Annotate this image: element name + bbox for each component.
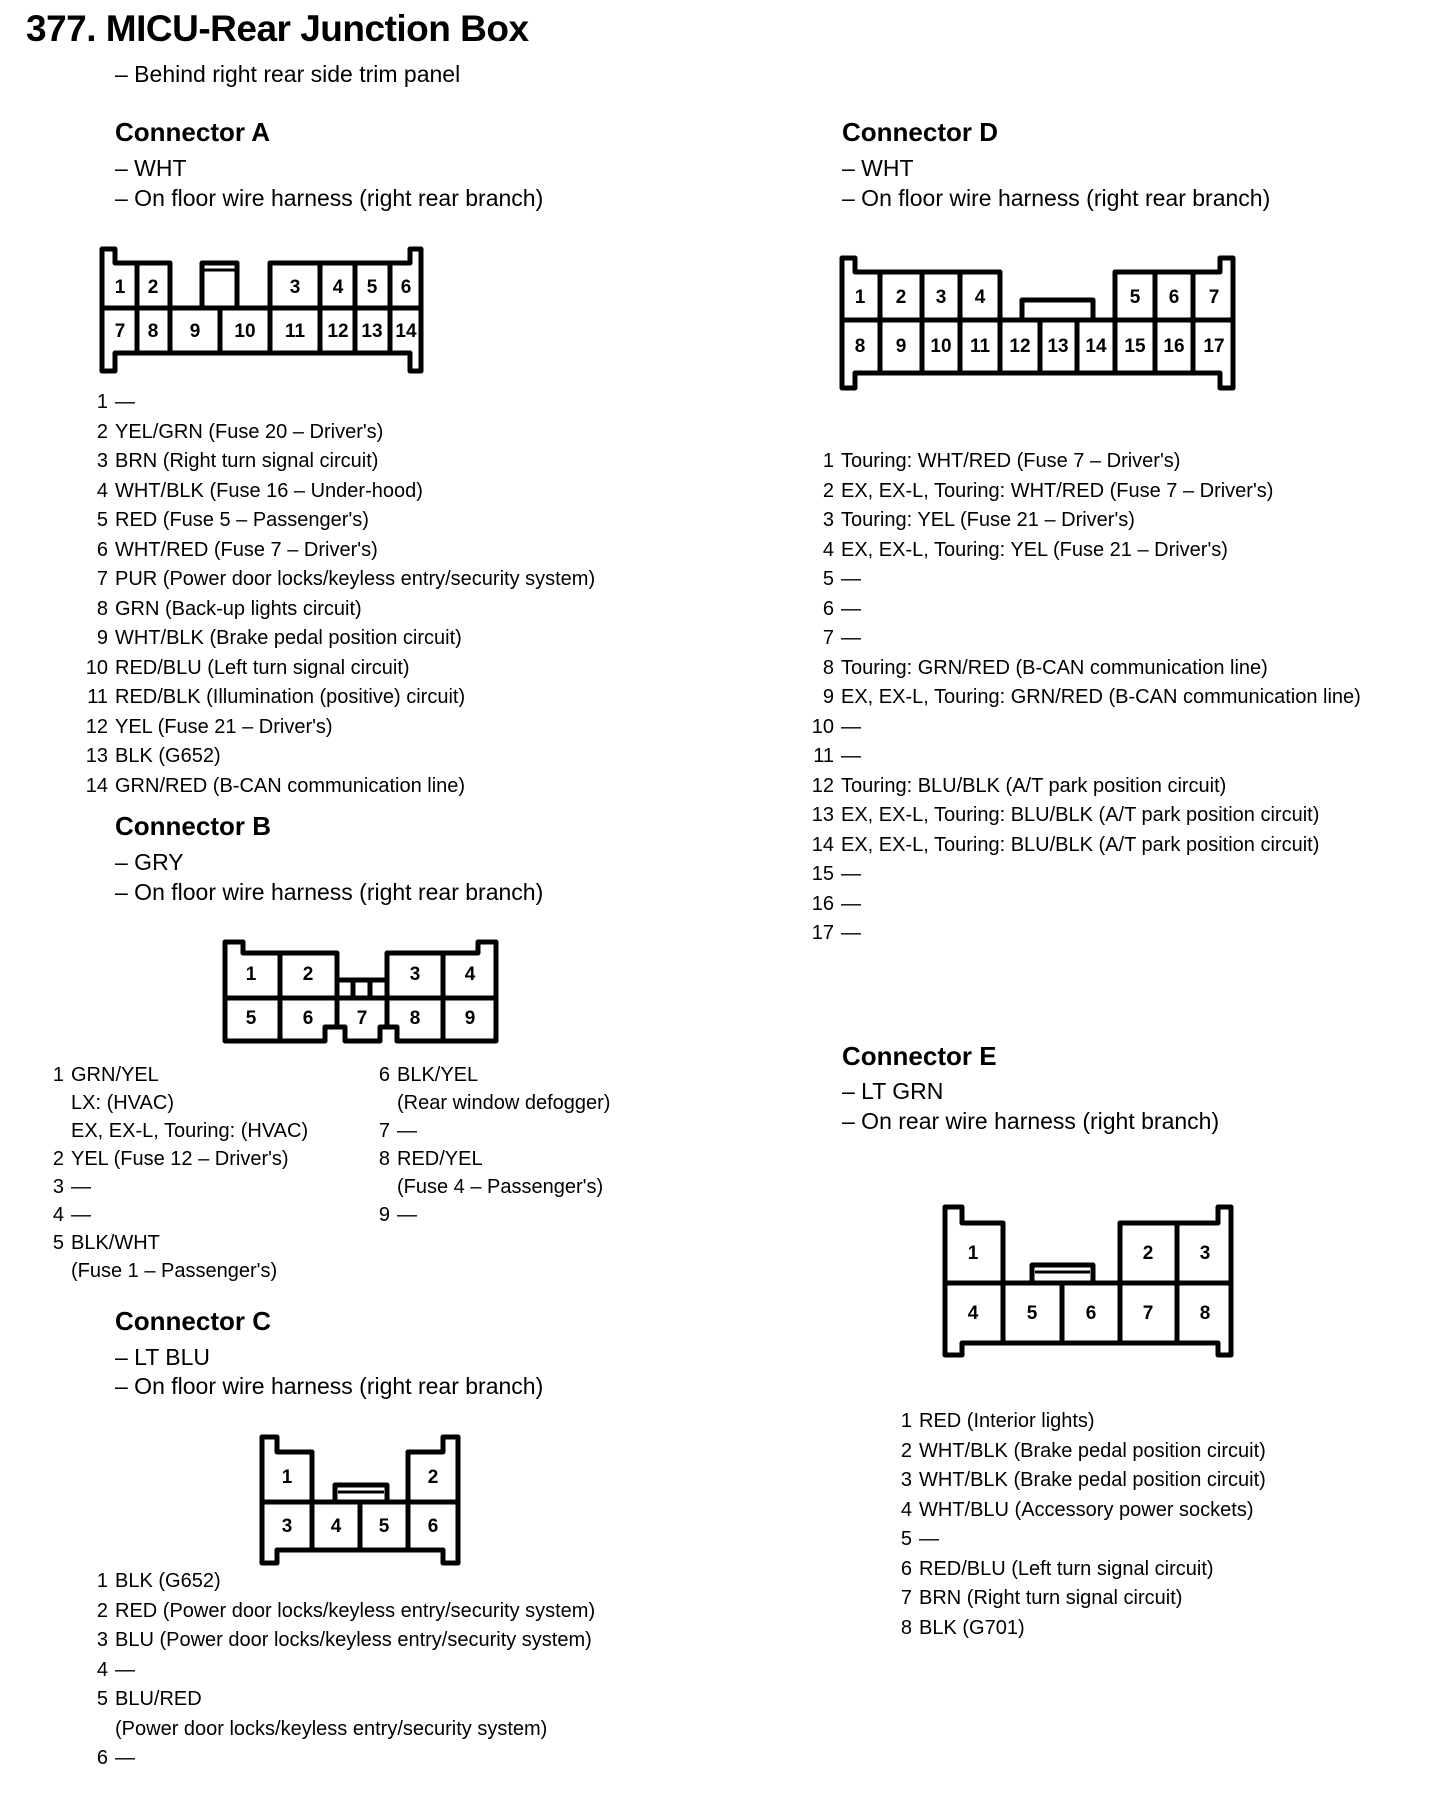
connector-c-harness: – On floor wire harness (right rear branch) (115, 1373, 544, 1399)
pin-number: 9 (822, 686, 834, 708)
connector-e-diagram (943, 1205, 1233, 1357)
pin-list-item (808, 801, 1361, 831)
pin-number: 2 (96, 420, 108, 443)
connector-e-harness: – On rear wire harness (right branch) (842, 1108, 1220, 1134)
pin-list-item (38, 1145, 308, 1173)
pin-label: 12 (1009, 336, 1031, 358)
pin-list-item (808, 683, 1361, 713)
pin-description: — (841, 597, 861, 620)
pin-label: 11 (284, 321, 306, 343)
pin-label: 4 (332, 277, 344, 299)
pin-label: 5 (1129, 287, 1141, 309)
pin-list-item (82, 536, 595, 566)
pin-number: 3 (822, 509, 834, 531)
pin-description: RED/YEL (397, 1148, 483, 1170)
connector-b-color: – GRY (115, 849, 184, 875)
pin-number: 5 (900, 1528, 912, 1550)
pin-number: 1 (822, 450, 834, 472)
pin-number: 7 (378, 1120, 390, 1142)
pin-label: 4 (330, 1516, 342, 1538)
connector-c-diagram (260, 1435, 460, 1565)
pin-description: — (841, 627, 861, 649)
pin-list-item (82, 713, 595, 743)
pin-list-item (364, 1117, 610, 1145)
pin-list-item (364, 1145, 610, 1201)
pin-list-item (808, 919, 1361, 949)
connector-e-title: Connector E (842, 1041, 997, 1071)
pin-label: 1 (114, 277, 126, 299)
pin-number: 10 (811, 715, 834, 738)
pin-number: 13 (85, 745, 108, 767)
pin-label: 8 (147, 321, 159, 343)
pin-number: 6 (822, 597, 834, 620)
pin-description: EX, EX-L, Touring: BLU/BLK (A/T park position circuit) (841, 804, 1320, 826)
pin-label: 13 (1047, 336, 1069, 358)
connector-b-pin-list-left (38, 1061, 308, 1285)
pin-number: 4 (96, 1658, 108, 1681)
pin-number: 4 (900, 1498, 912, 1521)
pin-label: 2 (147, 277, 159, 299)
pin-list-item (82, 1685, 595, 1744)
pin-description: YEL (Fuse 12 – Driver's) (71, 1148, 289, 1170)
pin-label: 5 (245, 1008, 257, 1030)
pin-label: 7 (1142, 1303, 1154, 1325)
pin-description: BLK/WHT (71, 1232, 160, 1254)
pin-description: (Fuse 4 – Passenger's) (397, 1176, 604, 1198)
pin-number: 5 (96, 1688, 108, 1710)
connector-d-color: – WHT (842, 155, 914, 181)
connector-d-pin-list (808, 447, 1361, 949)
pin-list-item (808, 447, 1361, 477)
pin-number: 9 (378, 1204, 390, 1226)
pin-label: 7 (1208, 287, 1220, 309)
pin-description: BLK (G701) (919, 1616, 1025, 1639)
pin-label: 8 (854, 336, 866, 358)
pin-label: 2 (1142, 1243, 1154, 1265)
pin-description: Touring: YEL (Fuse 21 – Driver's) (841, 509, 1135, 531)
pin-description: WHT/BLK (Brake pedal position circuit) (919, 1469, 1266, 1491)
pin-label: 4 (464, 964, 476, 986)
pin-number: 4 (822, 538, 834, 561)
pin-number: 6 (900, 1557, 912, 1580)
pin-description: — (397, 1120, 417, 1142)
pin-description: — (397, 1204, 417, 1226)
pin-number: 1 (96, 391, 108, 413)
pin-label: 17 (1203, 336, 1225, 358)
pin-label: 2 (895, 287, 907, 309)
pin-description: BLK/YEL (397, 1064, 479, 1086)
connector-a-title: Connector A (115, 117, 271, 147)
pin-label: 1 (245, 964, 257, 986)
pin-description: YEL/GRN (Fuse 20 – Driver's) (115, 420, 384, 443)
pin-number: 1 (96, 1570, 108, 1592)
pin-number: 9 (96, 627, 108, 649)
pin-label: 1 (281, 1467, 293, 1489)
pin-label: 6 (400, 277, 412, 299)
pin-description: Touring: WHT/RED (Fuse 7 – Driver's) (841, 450, 1181, 472)
pin-label: 3 (409, 964, 421, 986)
pin-list-item (808, 654, 1361, 684)
pin-number: 7 (900, 1587, 912, 1609)
pin-number: 3 (52, 1176, 64, 1198)
pin-description: BLK (G652) (115, 1570, 221, 1592)
pin-number: 5 (822, 568, 834, 590)
pin-list-item (808, 831, 1361, 861)
pin-description: GRN (Back-up lights circuit) (115, 597, 362, 620)
pin-list-item (808, 860, 1361, 890)
pin-description: — (841, 715, 861, 738)
pin-number: 11 (87, 686, 108, 708)
pin-list-item (82, 1597, 595, 1627)
pin-description: — (71, 1176, 91, 1198)
pin-number: 10 (85, 656, 108, 679)
pin-description: — (841, 863, 861, 885)
pin-description: RED (Fuse 5 – Passenger's) (115, 509, 369, 531)
connector-e-color: – LT GRN (842, 1078, 944, 1104)
pin-description: BLU (Power door locks/keyless entry/security system) (115, 1629, 592, 1651)
pin-number: 12 (85, 715, 108, 738)
pin-list-item (808, 713, 1361, 743)
pin-list-item (38, 1173, 308, 1201)
pin-description: WHT/BLK (Brake pedal position circuit) (919, 1439, 1266, 1462)
pin-list-item (82, 772, 595, 802)
pin-description: WHT/BLK (Brake pedal position circuit) (115, 627, 462, 649)
pin-label: 3 (1199, 1243, 1211, 1265)
pin-list-item (364, 1201, 610, 1229)
pin-description: — (841, 922, 861, 944)
pin-label: 5 (378, 1516, 390, 1538)
pin-label: 3 (289, 277, 301, 299)
pin-number: 2 (822, 479, 834, 502)
pin-list-item (808, 890, 1361, 920)
pin-description: WHT/BLU (Accessory power sockets) (919, 1498, 1254, 1521)
pin-list-item (808, 506, 1361, 536)
pin-number: 5 (52, 1232, 64, 1254)
pin-number: 3 (96, 450, 108, 472)
pin-description: (Rear window defogger) (397, 1092, 611, 1114)
page-location: – Behind right rear side trim panel (115, 61, 461, 87)
pin-description: BLU/RED (115, 1688, 202, 1710)
pin-description: WHT/RED (Fuse 7 – Driver's) (115, 538, 378, 561)
pin-list-item (886, 1407, 1266, 1437)
pin-description: Touring: GRN/RED (B-CAN communication line) (841, 656, 1268, 679)
pin-label: 7 (356, 1008, 368, 1030)
pin-description: BRN (Right turn signal circuit) (919, 1587, 1183, 1609)
connector-b-title: Connector B (115, 811, 271, 841)
pin-list-item (886, 1496, 1266, 1526)
pin-label: 3 (935, 287, 947, 309)
pin-list-item (82, 1626, 595, 1656)
pin-description: (Fuse 1 – Passenger's) (71, 1260, 278, 1282)
pin-description: — (115, 1658, 135, 1681)
pin-list-item (808, 772, 1361, 802)
pin-description: Touring: BLU/BLK (A/T park position circuit) (841, 774, 1227, 797)
pin-list-item (82, 654, 595, 684)
pin-number: 1 (900, 1410, 912, 1432)
pin-description: — (71, 1204, 91, 1226)
pin-label: 1 (967, 1243, 979, 1265)
pin-description: YEL (Fuse 21 – Driver's) (115, 715, 333, 738)
pin-list-item (82, 447, 595, 477)
pin-list-item (82, 1744, 595, 1774)
pin-number: 6 (96, 538, 108, 561)
pin-list-item (82, 1656, 595, 1686)
pin-list-item (82, 418, 595, 448)
connector-b-pin-list-right (364, 1061, 610, 1229)
pin-number: 2 (52, 1148, 64, 1170)
pin-label: 6 (427, 1516, 439, 1538)
pin-description: BRN (Right turn signal circuit) (115, 450, 379, 472)
connector-b-diagram (223, 940, 498, 1043)
pin-description: PUR (Power door locks/keyless entry/security system) (115, 568, 596, 590)
pin-label: 6 (1085, 1303, 1097, 1325)
pin-list-item (82, 388, 595, 418)
pin-number: 8 (900, 1616, 912, 1639)
connector-d-harness: – On floor wire harness (right rear branch) (842, 185, 1271, 211)
connector-c-pin-list (82, 1567, 595, 1774)
pin-list-item (886, 1614, 1266, 1644)
pin-list-item (886, 1525, 1266, 1555)
pin-label: 4 (967, 1303, 979, 1325)
connector-c-color: – LT BLU (115, 1344, 211, 1370)
pin-description: — (919, 1528, 939, 1550)
pin-label: 9 (189, 321, 201, 343)
pin-label: 15 (1124, 336, 1146, 358)
pin-label: 6 (302, 1008, 314, 1030)
pin-number: 17 (811, 922, 834, 944)
pin-label: 12 (327, 321, 349, 343)
pin-number: 2 (900, 1439, 912, 1462)
pin-label: 5 (1026, 1303, 1038, 1325)
pin-label: 7 (114, 321, 126, 343)
pin-number: 6 (378, 1064, 390, 1086)
connector-e-pin-list (886, 1407, 1266, 1643)
pin-list-item (38, 1201, 308, 1229)
pin-number: 8 (822, 656, 834, 679)
pin-list-item (82, 565, 595, 595)
pin-list-item (886, 1555, 1266, 1585)
pin-number: 16 (811, 892, 834, 915)
connector-a-harness: – On floor wire harness (right rear branch) (115, 185, 544, 211)
pin-label: 10 (234, 321, 256, 343)
pin-number: 1 (52, 1064, 64, 1086)
pin-label: 11 (969, 336, 991, 358)
pin-description: RED/BLK (Illumination (positive) circuit) (115, 686, 466, 708)
pin-list-item (808, 565, 1361, 595)
pin-list-item (82, 683, 595, 713)
pin-label: 14 (1085, 336, 1107, 358)
pin-label: 9 (895, 336, 907, 358)
pin-label: 10 (930, 336, 952, 358)
pin-list-item (82, 595, 595, 625)
pin-list-item (886, 1437, 1266, 1467)
pin-list-item (886, 1584, 1266, 1614)
pin-list-item (82, 506, 595, 536)
pin-list-item (38, 1061, 308, 1145)
page-title: 377. MICU-Rear Junction Box (26, 8, 529, 49)
pin-number: 12 (811, 774, 834, 797)
connector-d-title: Connector D (842, 117, 998, 147)
pin-label: 3 (281, 1516, 293, 1538)
pin-label: 4 (974, 287, 986, 309)
pin-description: RED (Interior lights) (919, 1410, 1095, 1432)
pin-number: 3 (96, 1629, 108, 1651)
pin-list-item (808, 536, 1361, 566)
pin-description: LX: (HVAC) (71, 1092, 174, 1114)
pin-label: 6 (1168, 287, 1180, 309)
pin-label: 16 (1163, 336, 1185, 358)
pin-number: 14 (85, 774, 108, 797)
pin-label: 5 (366, 277, 378, 299)
pin-description: EX, EX-L, Touring: WHT/RED (Fuse 7 – Driver's) (841, 479, 1274, 502)
pin-number: 5 (96, 509, 108, 531)
pin-description: EX, EX-L, Touring: BLU/BLK (A/T park position circuit) (841, 833, 1320, 856)
pin-list-item (808, 742, 1361, 772)
pin-list-item (82, 1567, 595, 1597)
pin-description: EX, EX-L, Touring: GRN/RED (B-CAN communication line) (841, 686, 1361, 708)
pin-list-item (886, 1466, 1266, 1496)
pin-label: 2 (427, 1467, 439, 1489)
pin-label: 14 (395, 321, 417, 343)
pin-list-item (808, 477, 1361, 507)
pin-number: 15 (811, 863, 834, 885)
pin-number: 3 (900, 1469, 912, 1491)
pin-label: 2 (302, 964, 314, 986)
pin-description: WHT/BLK (Fuse 16 – Under-hood) (115, 479, 423, 502)
pin-number: 7 (822, 627, 834, 649)
connector-a-color: – WHT (115, 155, 187, 181)
pin-label: 8 (1199, 1303, 1211, 1325)
pin-list-item (808, 624, 1361, 654)
pin-description: GRN/YEL (71, 1064, 159, 1086)
connector-a-pin-list (82, 388, 595, 801)
pin-number: 8 (96, 597, 108, 620)
pin-description: — (841, 892, 861, 915)
pin-description: — (115, 391, 135, 413)
pin-description: RED/BLU (Left turn signal circuit) (919, 1557, 1214, 1580)
pin-list-item (364, 1061, 610, 1117)
pin-number: 4 (96, 479, 108, 502)
pin-list-item (808, 595, 1361, 625)
pin-list-item (82, 742, 595, 772)
pin-label: 9 (464, 1008, 476, 1030)
pin-description: RED/BLU (Left turn signal circuit) (115, 656, 410, 679)
pin-number: 14 (811, 833, 834, 856)
pin-label: 1 (854, 287, 866, 309)
pin-description: BLK (G652) (115, 745, 221, 767)
pin-label: 13 (361, 321, 383, 343)
pin-number: 2 (96, 1599, 108, 1622)
pin-list-item (82, 624, 595, 654)
pin-number: 6 (96, 1747, 108, 1769)
connector-c-title: Connector C (115, 1306, 271, 1336)
pin-description: — (841, 568, 861, 590)
pin-description: (Power door locks/keyless entry/security system) (115, 1717, 548, 1740)
pin-number: 11 (813, 745, 834, 767)
pin-description: GRN/RED (B-CAN communication line) (115, 774, 466, 797)
pin-number: 13 (811, 804, 834, 826)
pin-number: 7 (96, 568, 108, 590)
pin-description: EX, EX-L, Touring: (HVAC) (71, 1120, 309, 1142)
connector-a-diagram (100, 247, 423, 373)
pin-list-item (82, 477, 595, 507)
pin-description: — (115, 1747, 135, 1769)
pin-description: EX, EX-L, Touring: YEL (Fuse 21 – Driver's) (841, 538, 1228, 561)
pin-label: 8 (409, 1008, 421, 1030)
pin-list-item (38, 1229, 308, 1285)
pin-number: 8 (378, 1148, 390, 1170)
pin-number: 4 (52, 1204, 64, 1226)
connector-b-harness: – On floor wire harness (right rear branch) (115, 879, 544, 905)
pin-description: — (841, 745, 861, 767)
connector-d-diagram (840, 256, 1235, 390)
pin-description: RED (Power door locks/keyless entry/security system) (115, 1599, 596, 1622)
